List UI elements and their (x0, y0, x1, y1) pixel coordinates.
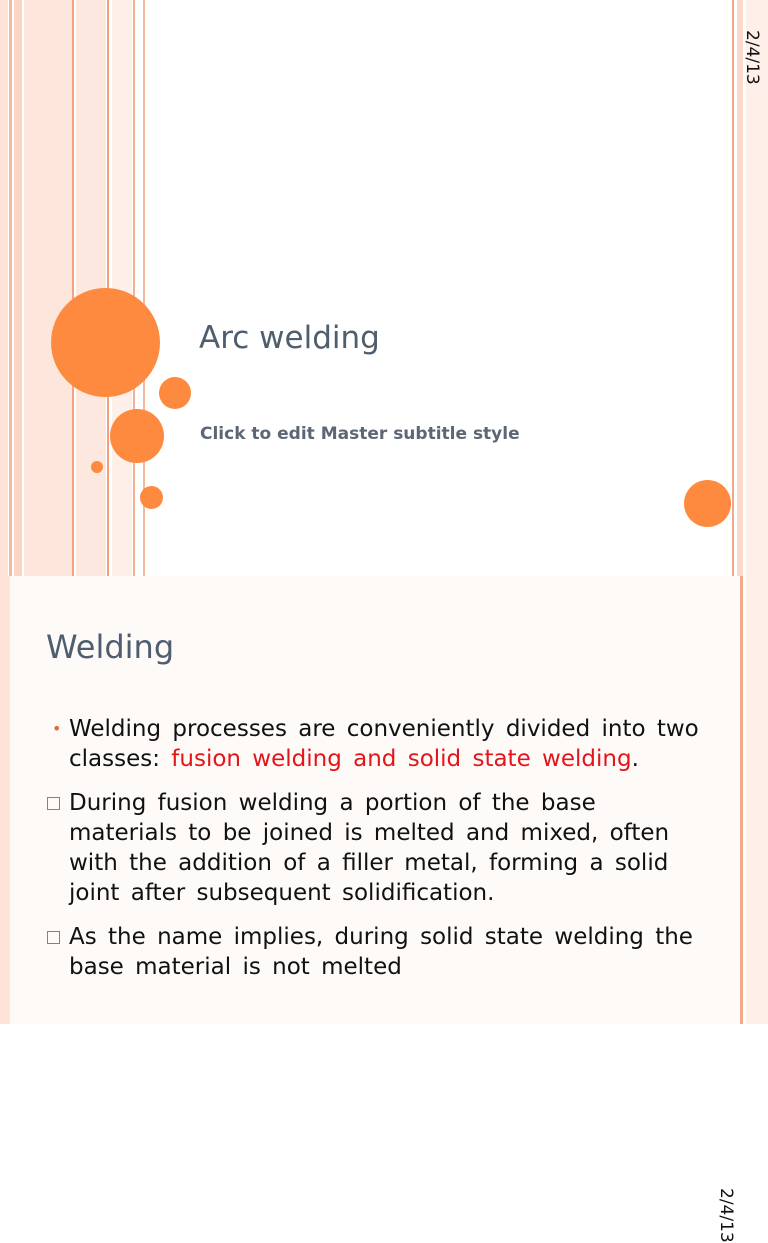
bullet-dot-icon: • (52, 719, 62, 738)
decor-stripe (24, 0, 72, 576)
decor-stripe (72, 0, 74, 576)
bullet-text: As the name implies, during solid state welding the base material is not melted (69, 924, 693, 980)
list-item (46, 922, 711, 982)
bullet-square-icon (47, 931, 60, 944)
decor-circle (110, 409, 164, 463)
slide-date: 2/4/13 (716, 1188, 736, 1243)
bullet-list (46, 714, 711, 996)
list-item (46, 714, 711, 774)
decor-stripe (737, 0, 743, 576)
decor-circle (684, 480, 731, 527)
decor-stripe (746, 0, 768, 576)
list-item (46, 788, 711, 908)
decor-stripe (732, 0, 734, 576)
decor-stripe (14, 0, 22, 576)
bullet-square-icon (47, 797, 60, 810)
decor-circle (159, 377, 191, 409)
bullet-highlight: fusion welding and solid state welding (171, 746, 632, 772)
slide-title: Welding (46, 628, 175, 666)
content-slide (0, 576, 768, 1243)
decor-stripe (0, 0, 8, 576)
decor-stripe (133, 0, 135, 576)
decor-stripe (740, 576, 743, 1024)
title-slide (0, 0, 768, 576)
slide-title: Arc welding (199, 320, 380, 356)
decor-stripe (746, 576, 768, 1024)
decor-circle (140, 486, 163, 509)
decor-stripe (0, 576, 10, 1024)
slide-date: 2/4/13 (742, 30, 762, 85)
decor-circle-large (51, 288, 160, 397)
slide-subtitle: Click to edit Master subtitle style (200, 424, 520, 444)
bullet-text: Welding processes are conveniently divided into two classes: (69, 716, 699, 772)
bullet-text-end: . (631, 746, 639, 772)
decor-circle-small (91, 461, 103, 473)
bullet-text: During fusion welding a portion of the base materials to be joined is melted and mixed, often with the addition of a filler metal, forming a solid joint after subsequent solidification. (69, 790, 670, 906)
decor-stripe (9, 0, 12, 576)
